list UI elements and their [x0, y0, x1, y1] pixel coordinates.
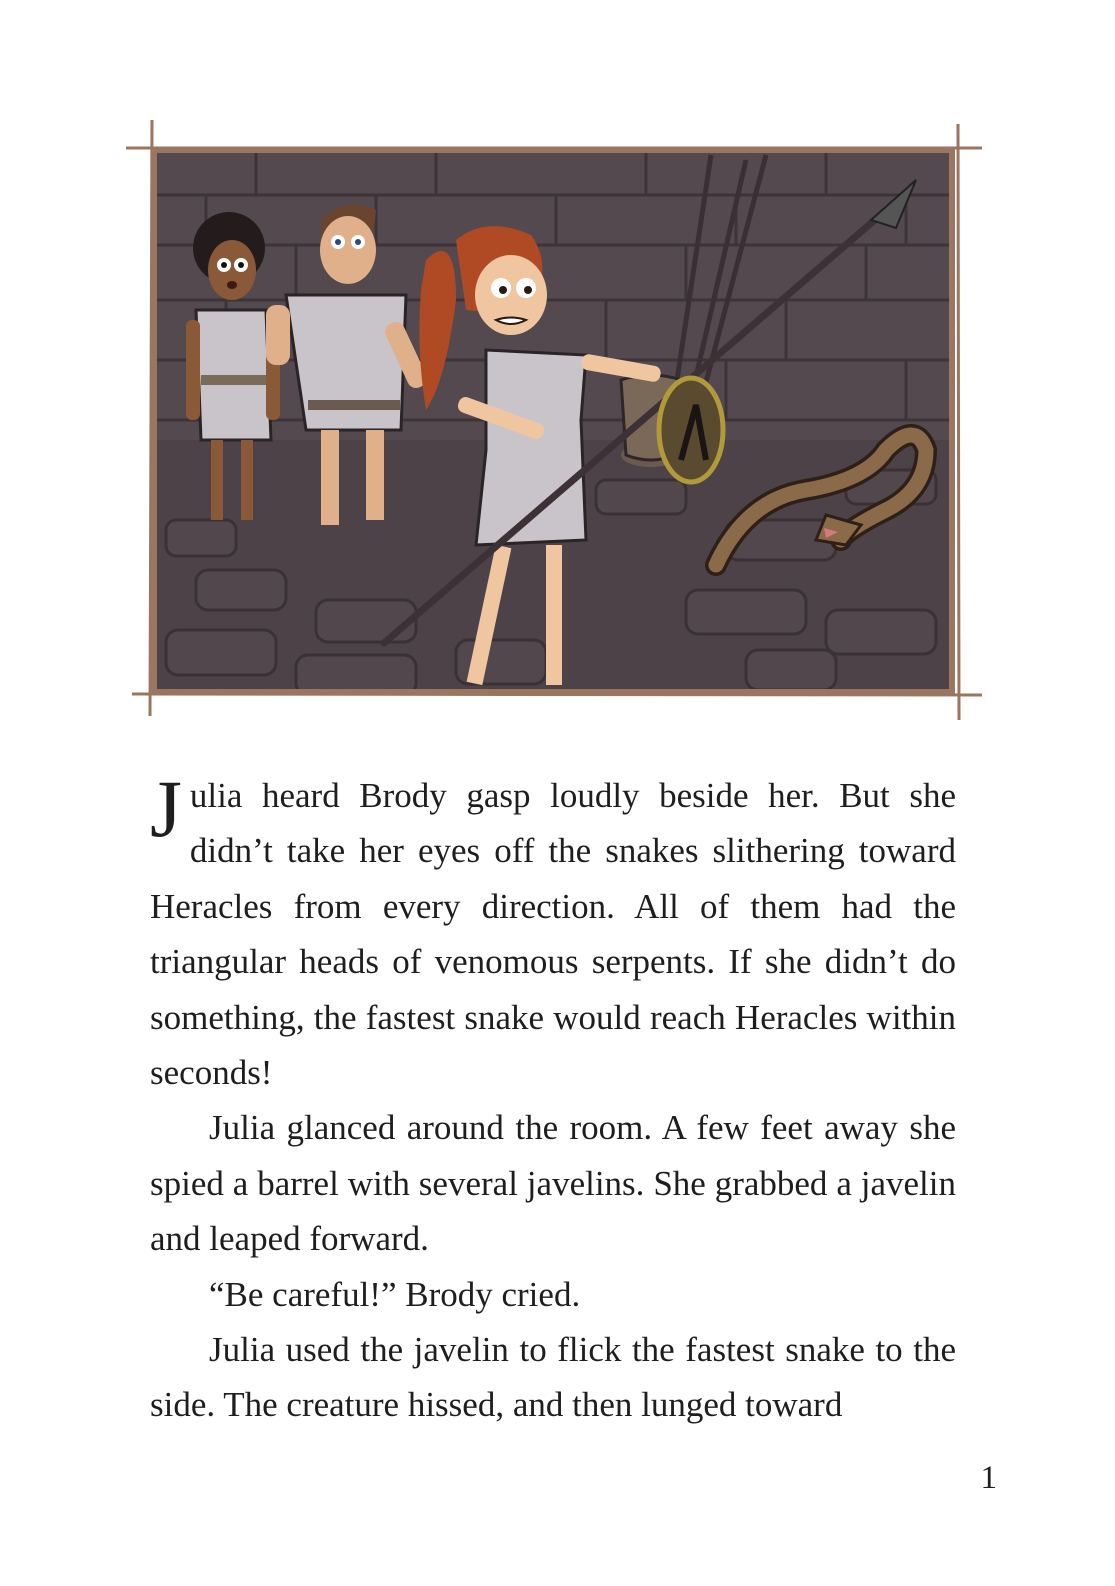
- story-paragraph: Julia used the javelin to flick the fastest snake to the side. The creature hissed, and then lunged toward: [150, 1330, 956, 1425]
- story-paragraph-text: ulia heard Brody gasp loudly beside her. But she didn’t take her eyes off the snakes slithering toward Heracles from every direction. All of them had the triangular heads of venomous serpents. If she didn’t do something, the fastest snake would reach Heracles within seconds!: [150, 776, 956, 1093]
- page-number: 1: [980, 1460, 997, 1496]
- drop-cap: J: [150, 763, 182, 854]
- chapter-illustration: [126, 120, 982, 720]
- story-paragraph: Julia glanced around the room. A few feet away she spied a barrel with several javelins. She grabbed a javelin and leaped forward.: [150, 1108, 956, 1259]
- story-paragraph: “Be careful!” Brody cried.: [209, 1274, 581, 1314]
- story-text: [150, 763, 956, 1433]
- story-paragraph: [150, 763, 956, 1100]
- illustration-scene: [126, 120, 982, 720]
